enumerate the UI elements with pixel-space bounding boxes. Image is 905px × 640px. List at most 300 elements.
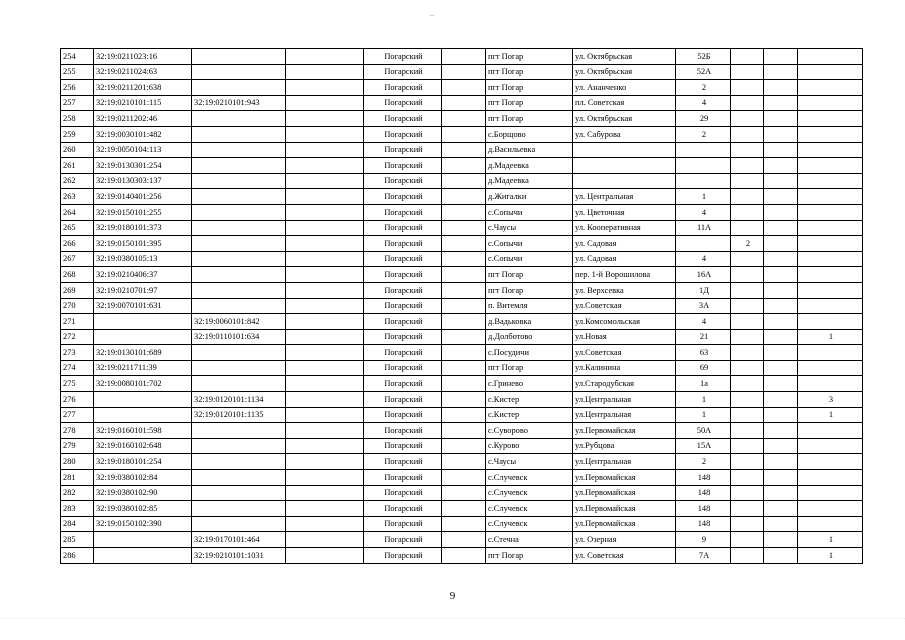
- street-cell: ул.Центральная: [573, 392, 676, 408]
- street-cell: [573, 158, 676, 174]
- settlement-cell: пгт Погар: [486, 267, 573, 283]
- cadastral-number-cell: 32:19:0210101:115: [94, 95, 192, 111]
- row-number-cell: 267: [61, 251, 94, 267]
- linked-cadastral-number-cell: [192, 173, 286, 189]
- table-row: [61, 64, 863, 80]
- district-cell: Погарский: [364, 111, 442, 127]
- extra-field-cell: [286, 360, 364, 376]
- district-cell: Погарский: [364, 485, 442, 501]
- extra-field-cell: [286, 282, 364, 298]
- house-number-cell: 4: [676, 204, 731, 220]
- row-number-cell: 265: [61, 220, 94, 236]
- blank-field-cell: [442, 360, 486, 376]
- extra-a-cell: [731, 189, 764, 205]
- extra-a-cell: [731, 376, 764, 392]
- house-number-cell: 148: [676, 485, 731, 501]
- linked-cadastral-number-cell: [192, 516, 286, 532]
- row-number-cell: 286: [61, 548, 94, 564]
- street-cell: ул. Верхсевка: [573, 282, 676, 298]
- street-cell: ул. Сабурова: [573, 126, 676, 142]
- table-row: [61, 204, 863, 220]
- extra-a-cell: [731, 111, 764, 127]
- extra-count-cell: [798, 173, 863, 189]
- extra-a-cell: [731, 251, 764, 267]
- extra-count-cell: [798, 204, 863, 220]
- extra-b-cell: [764, 345, 798, 361]
- extra-count-cell: [798, 64, 863, 80]
- linked-cadastral-number-cell: 32:19:0060101:842: [192, 314, 286, 330]
- street-cell: ул. Садовая: [573, 236, 676, 252]
- settlement-cell: с.Борщово: [486, 126, 573, 142]
- row-number-cell: 271: [61, 314, 94, 330]
- house-number-cell: 4: [676, 251, 731, 267]
- extra-b-cell: [764, 470, 798, 486]
- settlement-cell: д.Мадеевка: [486, 158, 573, 174]
- house-number-cell: 11А: [676, 220, 731, 236]
- extra-field-cell: [286, 516, 364, 532]
- district-cell: Погарский: [364, 158, 442, 174]
- row-number-cell: 260: [61, 142, 94, 158]
- extra-a-cell: [731, 204, 764, 220]
- street-cell: ул. Октябрьская: [573, 111, 676, 127]
- district-cell: Погарский: [364, 470, 442, 486]
- extra-field-cell: [286, 532, 364, 548]
- table-row: [61, 423, 863, 439]
- blank-field-cell: [442, 407, 486, 423]
- extra-a-cell: [731, 345, 764, 361]
- linked-cadastral-number-cell: [192, 111, 286, 127]
- district-cell: Погарский: [364, 548, 442, 564]
- row-number-cell: 266: [61, 236, 94, 252]
- extra-field-cell: [286, 423, 364, 439]
- settlement-cell: с.Случевск: [486, 485, 573, 501]
- extra-count-cell: [798, 80, 863, 96]
- extra-a-cell: [731, 392, 764, 408]
- linked-cadastral-number-cell: [192, 267, 286, 283]
- blank-field-cell: [442, 189, 486, 205]
- row-number-cell: 268: [61, 267, 94, 283]
- table-row: [61, 516, 863, 532]
- street-cell: ул. Октябрьская: [573, 64, 676, 80]
- table-row: [61, 236, 863, 252]
- table-row: [61, 454, 863, 470]
- settlement-cell: д.Долботово: [486, 329, 573, 345]
- extra-count-cell: [798, 267, 863, 283]
- extra-field-cell: [286, 173, 364, 189]
- settlement-cell: пгт Погар: [486, 95, 573, 111]
- row-number-cell: 257: [61, 95, 94, 111]
- cadastral-number-cell: 32:19:0150101:395: [94, 236, 192, 252]
- blank-field-cell: [442, 251, 486, 267]
- house-number-cell: 52Б: [676, 49, 731, 65]
- blank-field-cell: [442, 376, 486, 392]
- street-cell: пл. Советская: [573, 95, 676, 111]
- extra-count-cell: [798, 142, 863, 158]
- blank-field-cell: [442, 158, 486, 174]
- linked-cadastral-number-cell: [192, 204, 286, 220]
- house-number-cell: 148: [676, 516, 731, 532]
- house-number-cell: 148: [676, 501, 731, 517]
- extra-field-cell: [286, 220, 364, 236]
- table-row: [61, 376, 863, 392]
- extra-count-cell: 1: [798, 407, 863, 423]
- cadastral-number-cell: 32:19:0380102:84: [94, 470, 192, 486]
- district-cell: Погарский: [364, 501, 442, 517]
- street-cell: [573, 173, 676, 189]
- district-cell: Погарский: [364, 220, 442, 236]
- extra-count-cell: [798, 189, 863, 205]
- linked-cadastral-number-cell: [192, 80, 286, 96]
- extra-field-cell: [286, 548, 364, 564]
- cadastral-number-cell: 32:19:0080101:702: [94, 376, 192, 392]
- street-cell: ул.Комсомольская: [573, 314, 676, 330]
- extra-a-cell: [731, 470, 764, 486]
- table-row: [61, 158, 863, 174]
- street-cell: ул. Озерная: [573, 532, 676, 548]
- extra-b-cell: [764, 64, 798, 80]
- extra-count-cell: [798, 501, 863, 517]
- district-cell: Погарский: [364, 407, 442, 423]
- extra-a-cell: [731, 64, 764, 80]
- extra-count-cell: [798, 345, 863, 361]
- extra-a-cell: [731, 267, 764, 283]
- extra-a-cell: [731, 548, 764, 564]
- extra-a-cell: [731, 80, 764, 96]
- district-cell: Погарский: [364, 345, 442, 361]
- extra-field-cell: [286, 267, 364, 283]
- district-cell: Погарский: [364, 438, 442, 454]
- blank-field-cell: [442, 392, 486, 408]
- table-row: [61, 532, 863, 548]
- cadastral-number-cell: 32:19:0380105:13: [94, 251, 192, 267]
- district-cell: Погарский: [364, 282, 442, 298]
- extra-count-cell: 3: [798, 392, 863, 408]
- district-cell: Погарский: [364, 251, 442, 267]
- settlement-cell: с.Стечна: [486, 532, 573, 548]
- extra-count-cell: [798, 314, 863, 330]
- settlement-cell: с.Суворово: [486, 423, 573, 439]
- linked-cadastral-number-cell: [192, 64, 286, 80]
- extra-field-cell: [286, 376, 364, 392]
- house-number-cell: 29: [676, 111, 731, 127]
- extra-a-cell: [731, 158, 764, 174]
- extra-b-cell: [764, 111, 798, 127]
- blank-field-cell: [442, 111, 486, 127]
- extra-b-cell: [764, 95, 798, 111]
- blank-field-cell: [442, 345, 486, 361]
- house-number-cell: 4: [676, 314, 731, 330]
- extra-a-cell: [731, 173, 764, 189]
- property-registry-table: [60, 48, 863, 564]
- street-cell: ул.Первомайская: [573, 485, 676, 501]
- extra-field-cell: [286, 314, 364, 330]
- house-number-cell: 50А: [676, 423, 731, 439]
- house-number-cell: 9: [676, 532, 731, 548]
- linked-cadastral-number-cell: [192, 49, 286, 65]
- district-cell: Погарский: [364, 423, 442, 439]
- blank-field-cell: [442, 485, 486, 501]
- extra-a-cell: [731, 501, 764, 517]
- district-cell: Погарский: [364, 189, 442, 205]
- house-number-cell: [676, 236, 731, 252]
- linked-cadastral-number-cell: [192, 345, 286, 361]
- row-number-cell: 279: [61, 438, 94, 454]
- linked-cadastral-number-cell: 32:19:0170101:464: [192, 532, 286, 548]
- cadastral-number-cell: [94, 392, 192, 408]
- row-number-cell: 254: [61, 49, 94, 65]
- blank-field-cell: [442, 470, 486, 486]
- table-row: [61, 189, 863, 205]
- table-row: [61, 220, 863, 236]
- extra-a-cell: [731, 360, 764, 376]
- table-row: [61, 126, 863, 142]
- table-body: [61, 49, 863, 564]
- street-cell: ул.Первомайская: [573, 423, 676, 439]
- blank-field-cell: [442, 236, 486, 252]
- street-cell: ул.Центральная: [573, 407, 676, 423]
- settlement-cell: пгт Погар: [486, 64, 573, 80]
- district-cell: Погарский: [364, 267, 442, 283]
- district-cell: Погарский: [364, 454, 442, 470]
- extra-a-cell: [731, 532, 764, 548]
- linked-cadastral-number-cell: [192, 470, 286, 486]
- house-number-cell: 1: [676, 407, 731, 423]
- street-cell: ул.Стародубская: [573, 376, 676, 392]
- blank-field-cell: [442, 516, 486, 532]
- extra-b-cell: [764, 438, 798, 454]
- table-row: [61, 282, 863, 298]
- linked-cadastral-number-cell: [192, 438, 286, 454]
- linked-cadastral-number-cell: 32:19:0210101:1031: [192, 548, 286, 564]
- extra-count-cell: [798, 438, 863, 454]
- district-cell: Погарский: [364, 329, 442, 345]
- house-number-cell: 4: [676, 95, 731, 111]
- street-cell: ул. Советская: [573, 548, 676, 564]
- extra-field-cell: [286, 485, 364, 501]
- cadastral-number-cell: 32:19:0211711:39: [94, 360, 192, 376]
- extra-count-cell: [798, 360, 863, 376]
- extra-b-cell: [764, 314, 798, 330]
- row-number-cell: 273: [61, 345, 94, 361]
- extra-b-cell: [764, 236, 798, 252]
- settlement-cell: с.Чаусы: [486, 454, 573, 470]
- settlement-cell: с.Кистер: [486, 407, 573, 423]
- settlement-cell: с.Посудичи: [486, 345, 573, 361]
- cadastral-number-cell: 32:19:0211024:63: [94, 64, 192, 80]
- settlement-cell: пгт Погар: [486, 282, 573, 298]
- district-cell: Погарский: [364, 126, 442, 142]
- extra-count-cell: [798, 470, 863, 486]
- street-cell: ул.Новая: [573, 329, 676, 345]
- extra-count-cell: [798, 423, 863, 439]
- scan-artifact: [430, 15, 434, 16]
- linked-cadastral-number-cell: 32:19:0110101:634: [192, 329, 286, 345]
- extra-field-cell: [286, 251, 364, 267]
- blank-field-cell: [442, 126, 486, 142]
- extra-b-cell: [764, 423, 798, 439]
- extra-field-cell: [286, 345, 364, 361]
- house-number-cell: 1: [676, 392, 731, 408]
- house-number-cell: 2: [676, 80, 731, 96]
- row-number-cell: 282: [61, 485, 94, 501]
- cadastral-number-cell: 32:19:0150101:255: [94, 204, 192, 220]
- extra-field-cell: [286, 454, 364, 470]
- settlement-cell: пгт Погар: [486, 548, 573, 564]
- street-cell: ул. Кооперативная: [573, 220, 676, 236]
- district-cell: Погарский: [364, 236, 442, 252]
- house-number-cell: 16А: [676, 267, 731, 283]
- extra-count-cell: [798, 282, 863, 298]
- blank-field-cell: [442, 548, 486, 564]
- extra-a-cell: [731, 516, 764, 532]
- cadastral-number-cell: [94, 532, 192, 548]
- extra-b-cell: [764, 485, 798, 501]
- blank-field-cell: [442, 501, 486, 517]
- extra-field-cell: [286, 95, 364, 111]
- table-row: [61, 485, 863, 501]
- cadastral-number-cell: 32:19:0030101:482: [94, 126, 192, 142]
- district-cell: Погарский: [364, 204, 442, 220]
- extra-b-cell: [764, 204, 798, 220]
- linked-cadastral-number-cell: [192, 360, 286, 376]
- linked-cadastral-number-cell: [192, 485, 286, 501]
- row-number-cell: 281: [61, 470, 94, 486]
- district-cell: Погарский: [364, 314, 442, 330]
- row-number-cell: 270: [61, 298, 94, 314]
- extra-count-cell: [798, 236, 863, 252]
- extra-count-cell: [798, 220, 863, 236]
- extra-a-cell: [731, 220, 764, 236]
- table-row: [61, 314, 863, 330]
- extra-b-cell: [764, 501, 798, 517]
- settlement-cell: с.Кистер: [486, 392, 573, 408]
- street-cell: ул.Первомайская: [573, 501, 676, 517]
- extra-count-cell: [798, 251, 863, 267]
- district-cell: Погарский: [364, 64, 442, 80]
- settlement-cell: д.Вадьковка: [486, 314, 573, 330]
- extra-count-cell: [798, 298, 863, 314]
- extra-b-cell: [764, 267, 798, 283]
- table-row: [61, 49, 863, 65]
- cadastral-number-cell: 32:19:0160101:598: [94, 423, 192, 439]
- row-number-cell: 269: [61, 282, 94, 298]
- cadastral-number-cell: 32:19:0211023:16: [94, 49, 192, 65]
- extra-a-cell: [731, 282, 764, 298]
- linked-cadastral-number-cell: [192, 501, 286, 517]
- extra-count-cell: [798, 126, 863, 142]
- extra-count-cell: [798, 485, 863, 501]
- cadastral-number-cell: 32:19:0180101:254: [94, 454, 192, 470]
- district-cell: Погарский: [364, 360, 442, 376]
- row-number-cell: 272: [61, 329, 94, 345]
- linked-cadastral-number-cell: [192, 251, 286, 267]
- cadastral-number-cell: 32:19:0050104:113: [94, 142, 192, 158]
- extra-field-cell: [286, 329, 364, 345]
- extra-field-cell: [286, 204, 364, 220]
- linked-cadastral-number-cell: [192, 298, 286, 314]
- extra-a-cell: [731, 423, 764, 439]
- blank-field-cell: [442, 329, 486, 345]
- extra-a-cell: [731, 329, 764, 345]
- table-row: [61, 111, 863, 127]
- extra-b-cell: [764, 329, 798, 345]
- extra-field-cell: [286, 49, 364, 65]
- cadastral-number-cell: 32:19:0210701:97: [94, 282, 192, 298]
- settlement-cell: д.Мадеевка: [486, 173, 573, 189]
- blank-field-cell: [442, 204, 486, 220]
- settlement-cell: пгт Погар: [486, 360, 573, 376]
- street-cell: ул.Первомайская: [573, 470, 676, 486]
- district-cell: Погарский: [364, 95, 442, 111]
- table-row: [61, 360, 863, 376]
- row-number-cell: 264: [61, 204, 94, 220]
- settlement-cell: с.Гринево: [486, 376, 573, 392]
- house-number-cell: 148: [676, 470, 731, 486]
- linked-cadastral-number-cell: [192, 376, 286, 392]
- house-number-cell: 52А: [676, 64, 731, 80]
- blank-field-cell: [442, 173, 486, 189]
- cadastral-number-cell: 32:19:0160102:648: [94, 438, 192, 454]
- extra-a-cell: [731, 298, 764, 314]
- house-number-cell: 69: [676, 360, 731, 376]
- extra-a-cell: [731, 126, 764, 142]
- linked-cadastral-number-cell: [192, 189, 286, 205]
- street-cell: пер. 1-й Ворошилова: [573, 267, 676, 283]
- house-number-cell: 1: [676, 189, 731, 205]
- extra-field-cell: [286, 236, 364, 252]
- row-number-cell: 258: [61, 111, 94, 127]
- table-row: [61, 329, 863, 345]
- extra-b-cell: [764, 173, 798, 189]
- cadastral-number-cell: 32:19:0130303:137: [94, 173, 192, 189]
- house-number-cell: [676, 158, 731, 174]
- extra-count-cell: [798, 376, 863, 392]
- house-number-cell: 7А: [676, 548, 731, 564]
- blank-field-cell: [442, 220, 486, 236]
- extra-count-cell: [798, 49, 863, 65]
- extra-b-cell: [764, 126, 798, 142]
- row-number-cell: 277: [61, 407, 94, 423]
- blank-field-cell: [442, 282, 486, 298]
- blank-field-cell: [442, 298, 486, 314]
- extra-b-cell: [764, 220, 798, 236]
- extra-field-cell: [286, 64, 364, 80]
- table-row: [61, 298, 863, 314]
- table-row: [61, 142, 863, 158]
- settlement-cell: п. Витемля: [486, 298, 573, 314]
- cadastral-number-cell: [94, 407, 192, 423]
- district-cell: Погарский: [364, 49, 442, 65]
- extra-b-cell: [764, 516, 798, 532]
- table-row: [61, 392, 863, 408]
- cadastral-number-cell: 32:19:0211201:638: [94, 80, 192, 96]
- settlement-cell: с.Случевск: [486, 470, 573, 486]
- district-cell: Погарский: [364, 298, 442, 314]
- street-cell: ул.Первомайская: [573, 516, 676, 532]
- cadastral-number-cell: [94, 329, 192, 345]
- street-cell: ул. Цветочная: [573, 204, 676, 220]
- cadastral-number-cell: 32:19:0380102:90: [94, 485, 192, 501]
- extra-field-cell: [286, 158, 364, 174]
- street-cell: ул.Советская: [573, 345, 676, 361]
- extra-b-cell: [764, 376, 798, 392]
- linked-cadastral-number-cell: 32:19:0120101:1135: [192, 407, 286, 423]
- extra-b-cell: [764, 407, 798, 423]
- extra-a-cell: [731, 314, 764, 330]
- house-number-cell: 3А: [676, 298, 731, 314]
- row-number-cell: 276: [61, 392, 94, 408]
- table-row: [61, 501, 863, 517]
